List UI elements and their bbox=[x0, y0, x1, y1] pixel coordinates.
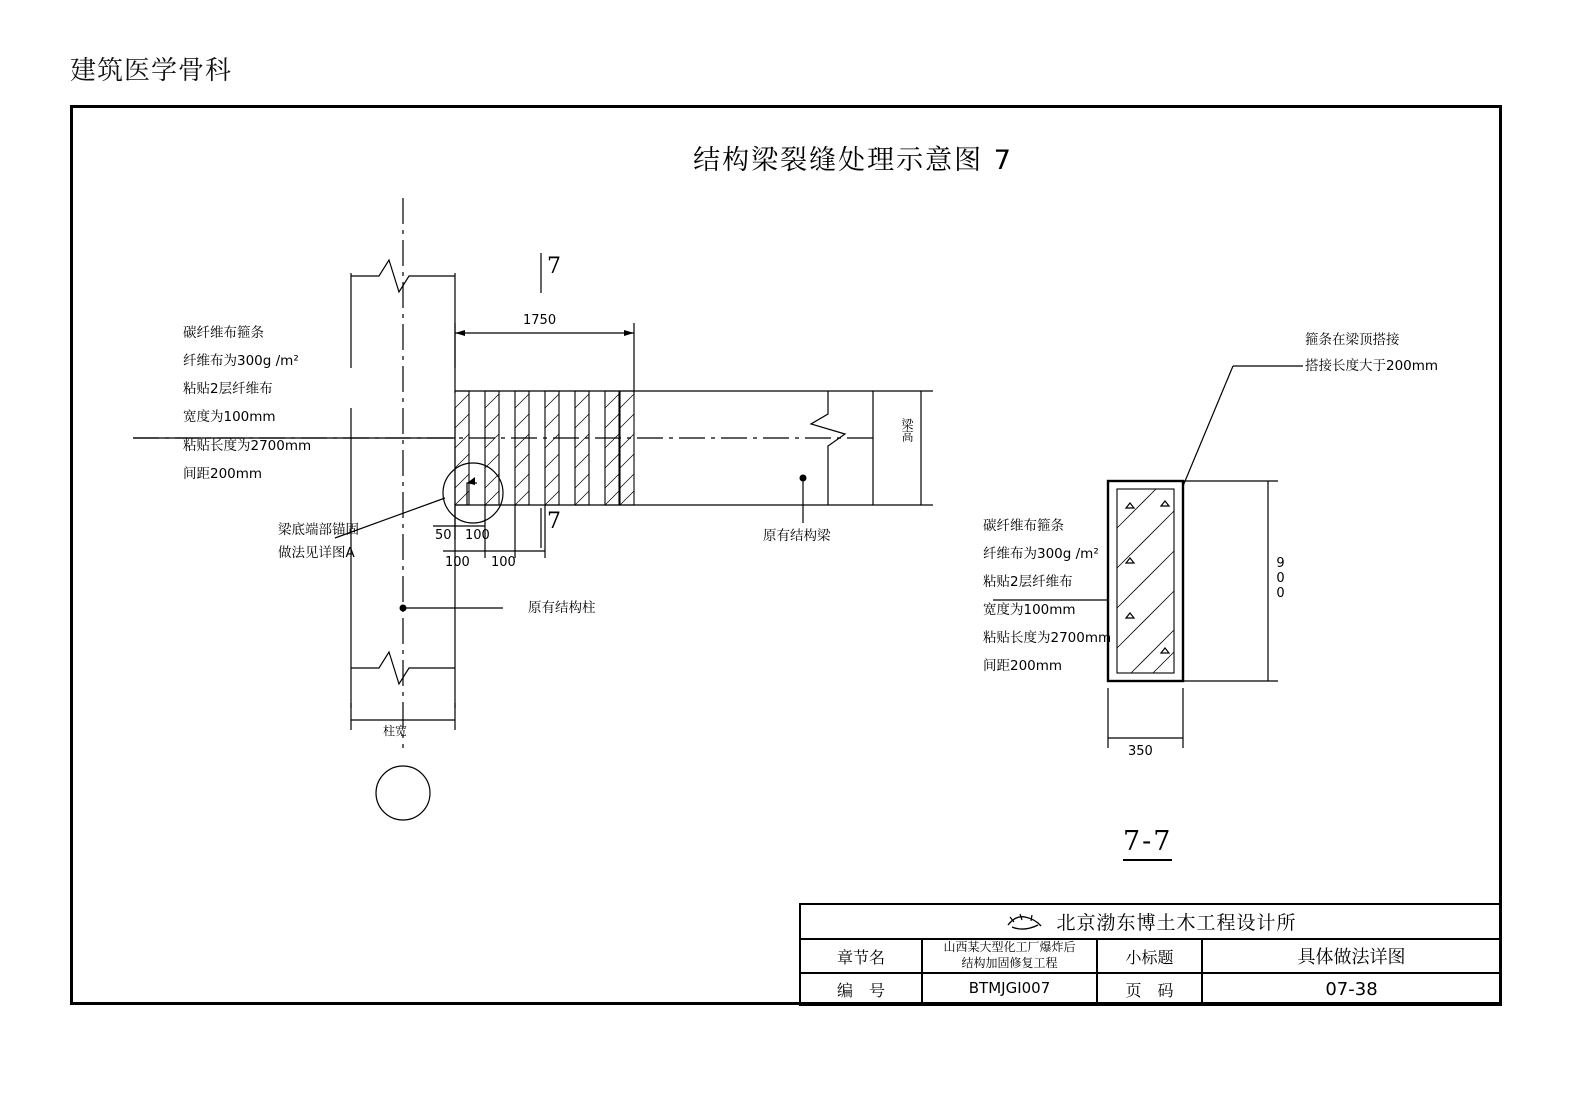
watermark-text: 建筑医学骨科 bbox=[70, 56, 233, 86]
note-right-line5: 粘贴长度为2700mm bbox=[983, 630, 1112, 646]
note-right-line4: 宽度为100mm bbox=[983, 602, 1076, 618]
note-anchor-line1: 梁底端部锚固 bbox=[278, 522, 359, 538]
dim-100-b: 100 bbox=[445, 555, 470, 570]
dim-1750: 1750 bbox=[523, 313, 557, 328]
chapter-value-line1: 山西某大型化工厂爆炸后 bbox=[943, 940, 1076, 955]
subtitle-label: 小标题 bbox=[1096, 940, 1201, 972]
note-right-line3: 粘贴2层纤维布 bbox=[983, 574, 1073, 590]
note-left-line6: 间距200mm bbox=[183, 466, 263, 482]
chapter-value-line2: 结构加固修复工程 bbox=[961, 956, 1058, 970]
note-left-line4: 宽度为100mm bbox=[183, 409, 276, 425]
dim-column-width: 柱宽 bbox=[383, 724, 408, 738]
company-name: 北京渤东博土木工程设计所 bbox=[1056, 912, 1297, 934]
drawing-title: 结构梁裂缝处理示意图 7 bbox=[693, 145, 1013, 176]
note-left-line1: 碳纤维布箍条 bbox=[183, 325, 264, 341]
title-block-company-row bbox=[801, 905, 1500, 940]
note-left-line3: 粘贴2层纤维布 bbox=[183, 381, 273, 397]
dim-section-width: 350 bbox=[1128, 744, 1153, 759]
note-left-line5: 粘贴长度为2700mm bbox=[183, 438, 312, 454]
drawing-canvas bbox=[73, 108, 1499, 1002]
number-value: BTMJGI007 bbox=[921, 974, 1096, 1004]
note-lap-line2: 搭接长度大于200mm bbox=[1305, 358, 1439, 374]
page-value: 07-38 bbox=[1201, 974, 1500, 1004]
note-existing-column: 原有结构柱 bbox=[528, 600, 596, 616]
page-label: 页 码 bbox=[1096, 974, 1201, 1004]
note-left-line2: 纤维布为300g /m² bbox=[183, 353, 299, 369]
title-block-row-chapter bbox=[801, 940, 1500, 974]
dim-50: 50 bbox=[435, 528, 452, 543]
note-lap-line1: 箍条在梁顶搭接 bbox=[1305, 332, 1400, 348]
chapter-label: 章节名 bbox=[836, 947, 885, 967]
note-anchor-line2: 做法见详图A bbox=[278, 545, 355, 561]
section-mark-bottom: 7 bbox=[547, 509, 561, 534]
subtitle-value: 具体做法详图 bbox=[1201, 940, 1500, 972]
section-mark-top: 7 bbox=[547, 254, 561, 279]
dim-beam-height: 梁高 bbox=[900, 418, 914, 442]
section-title-7-7: 7-7 bbox=[1123, 826, 1172, 861]
title-block-row-number bbox=[801, 974, 1500, 1004]
note-right-line2: 纤维布为300g /m² bbox=[983, 546, 1099, 562]
dim-100-c: 100 bbox=[491, 555, 516, 570]
company-logo-icon bbox=[1004, 911, 1046, 933]
note-existing-beam: 原有结构梁 bbox=[763, 528, 831, 544]
chapter-value bbox=[921, 940, 1096, 972]
number-label: 编 号 bbox=[836, 980, 885, 1000]
drawing-frame bbox=[70, 105, 1502, 1005]
dim-100-a: 100 bbox=[465, 528, 490, 543]
title-block bbox=[799, 903, 1502, 1006]
note-right-line1: 碳纤维布箍条 bbox=[983, 518, 1064, 534]
note-right-line6: 间距200mm bbox=[983, 658, 1063, 674]
dim-section-height: 900 bbox=[1273, 556, 1288, 601]
